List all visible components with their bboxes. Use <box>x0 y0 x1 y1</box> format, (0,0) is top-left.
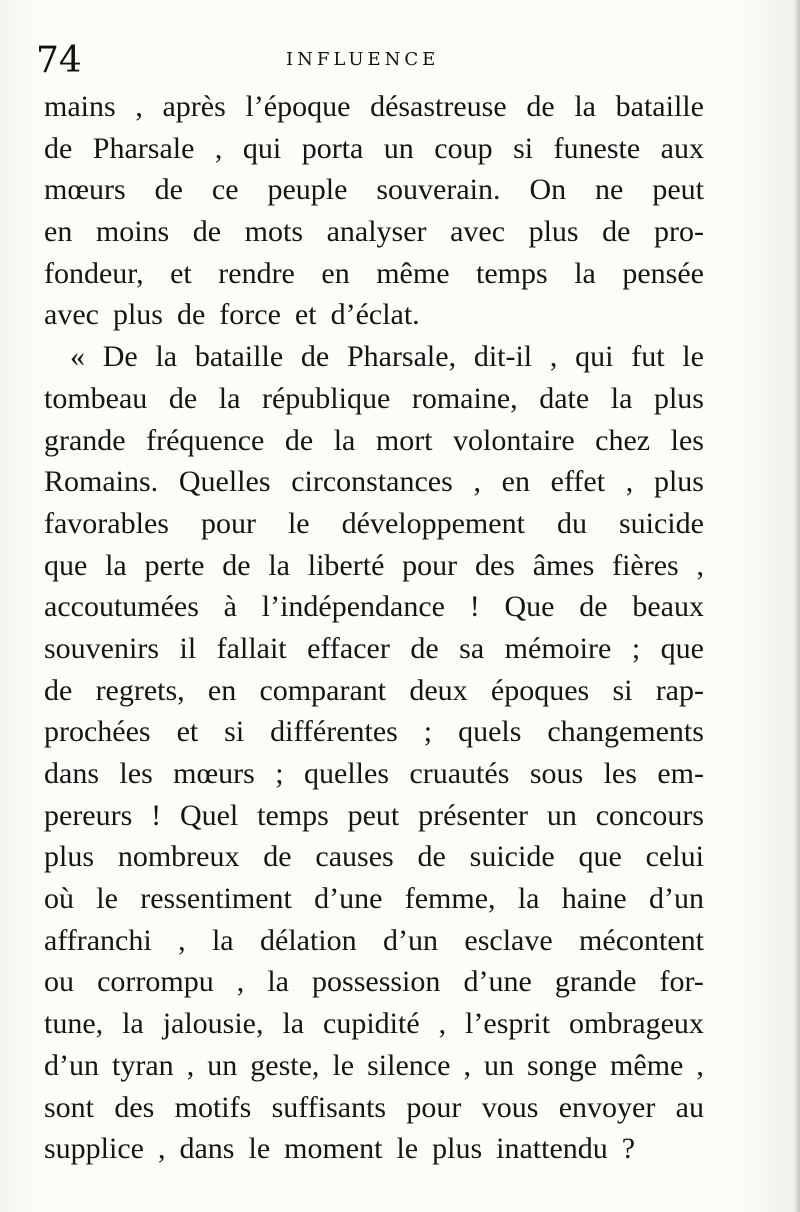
text-line: mains , après l’époque désastreuse de la bataille <box>44 90 704 123</box>
text-line: tombeau de la république romaine, date la plus <box>44 381 704 415</box>
running-title: INFLUENCE <box>286 49 440 70</box>
page-number: 74 <box>36 40 82 81</box>
text-line: ou corrompu , la possession d’une grande for- <box>44 965 704 999</box>
text-line: accoutumées à l’indépendance ! Que de beaux <box>44 590 704 624</box>
text-line: supplice , dans le moment le plus inattendu ? <box>44 1132 636 1166</box>
text-line: pereurs ! Quel temps peut présenter un concours <box>44 798 704 832</box>
text-line: favorables pour le développement du suicide <box>44 506 704 540</box>
text-line: souvenirs il fallait effacer de sa mémoire ; que <box>44 631 704 665</box>
text-line: prochées et si différentes ; quels changements <box>44 715 704 749</box>
text-line: mœurs de ce peuple souverain. On ne peut <box>44 173 704 207</box>
text-line: Romains. Quelles circonstances , en effet , plus <box>44 465 704 499</box>
text-line: avec plus de force et d’éclat. <box>44 298 420 332</box>
text-line: où le ressentiment d’une femme, la haine d’un <box>44 882 704 916</box>
text-line: fondeur, et rendre en même temps la pensée <box>44 256 704 290</box>
text-line: de regrets, en comparant deux époques si rap- <box>44 673 704 707</box>
text-line: sont des motifs suffisants pour vous envoyer au <box>44 1090 704 1124</box>
text-line: en moins de mots analyser avec plus de pro- <box>44 215 704 249</box>
text-line: plus nombreux de causes de suicide que celui <box>44 840 704 874</box>
text-line: d’un tyran , un geste, le silence , un songe même , <box>44 1048 704 1082</box>
text-line: « De la bataille de Pharsale, dit-il , qui fut le <box>70 340 704 374</box>
text-line: affranchi , la délation d’un esclave mécontent <box>44 923 704 957</box>
text-line: grande fréquence de la mort volontaire chez les <box>44 423 704 457</box>
text-line: que la perte de la liberté pour des âmes fières , <box>44 548 704 582</box>
text-line: dans les mœurs ; quelles cruautés sous les em- <box>44 757 704 790</box>
body-text <box>44 86 704 1170</box>
text-line: de Pharsale , qui porta un coup si funeste aux <box>44 131 704 165</box>
page-header <box>36 38 736 88</box>
text-line: tune, la jalousie, la cupidité , l’esprit ombrageux <box>44 1007 704 1041</box>
page-edge-shadow <box>794 0 800 1212</box>
